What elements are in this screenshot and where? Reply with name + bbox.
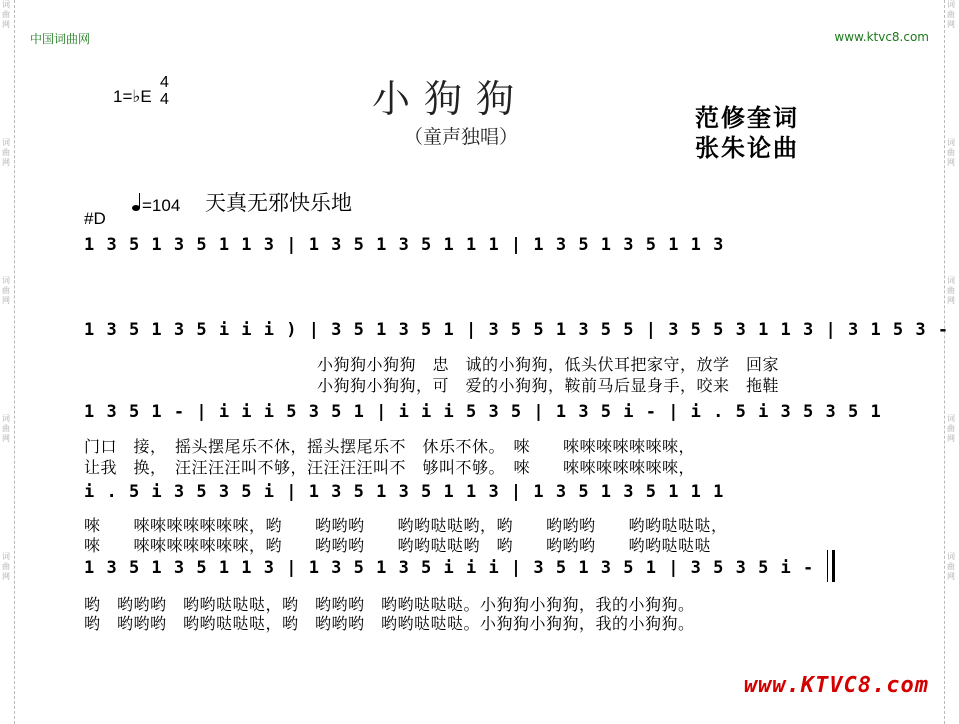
site-name-left: 中国词曲网 (30, 32, 91, 46)
staff-notes: i . 5 i 3 5 3 5 i | 1 3 5 1 3 5 1 1 3 | 1 3 5 1 3 5 1 1 1 (84, 482, 725, 502)
staff-notes: 1 3 5 1 - | i i i 5 3 5 1 | i i i 5 3 5 | 1 3 5 i - | i . 5 i 3 5 3 5 1 (84, 402, 882, 422)
lyricist-credit: 范修奎词 (695, 103, 799, 132)
site-url-right: www.ktvc8.com (834, 30, 929, 44)
site-logo: www.KTVC8.com (743, 673, 929, 698)
modulation-key: #D (84, 209, 106, 228)
tempo-marking: =104 (132, 196, 180, 216)
lyric-line: 哟 哟哟哟 哟哟哒哒哒，哟 哟哟哟 哟哟哒哒哒。小狗狗小狗狗，我的小狗狗。 (84, 595, 695, 614)
quarter-note-icon (132, 205, 140, 211)
left-margin-watermark: 词曲网 词曲网 词曲网 词曲网 词曲网 (0, 0, 15, 724)
staff-notes: 1 3 5 1 3 5 i i i ) | 3 5 1 3 5 1 | 3 5 5 1 3 5 5 | 3 5 5 3 1 1 3 | 3 1 5 3 - (84, 320, 950, 340)
final-barline-thick (832, 550, 835, 582)
expression-marking: 天真无邪快乐地 (205, 191, 352, 215)
song-title: 小狗狗 (372, 77, 529, 121)
lyric-line: 唻 唻唻唻唻唻唻唻，哟 哟哟哟 哟哟哒哒哟 哟 哟哟哟 哟哟哒哒哒 (84, 536, 712, 555)
staff-line-1 (84, 235, 896, 265)
song-subtitle: （童声独唱） (404, 126, 519, 148)
lyric-line: 哟 哟哟哟 哟哟哒哒哒，哟 哟哟哟 哟哟哒哒哒。小狗狗小狗狗，我的小狗狗。 (84, 614, 695, 633)
time-signature (160, 74, 169, 108)
composer-credit: 张朱论曲 (695, 133, 799, 162)
time-numerator: 4 (160, 74, 169, 91)
key-signature: 1=♭E (113, 87, 152, 106)
staff-line-3 (84, 402, 896, 432)
right-margin-watermark: 词曲网 词曲网 词曲网 词曲网 词曲网 (944, 0, 959, 724)
staff-notes: 1 3 5 1 3 5 1 1 3 | 1 3 5 1 3 5 i i i | 3 5 1 3 5 1 | 3 5 3 5 i - (84, 558, 815, 578)
staff-line-2 (84, 320, 950, 350)
staff-line-5 (84, 558, 822, 588)
lyric-line: 让我 换， 汪汪汪汪叫不够，汪汪汪汪叫不 够叫不够。 唻 唻唻唻唻唻唻唻， (84, 458, 696, 477)
time-denominator: 4 (160, 91, 169, 108)
lyric-line: 小狗狗小狗狗，可 爱的小狗狗，鞍前马后显身手，咬来 拖鞋 (317, 376, 780, 395)
staff-notes: 1 3 5 1 3 5 1 1 3 | 1 3 5 1 3 5 1 1 1 | 1 3 5 1 3 5 1 1 3 (84, 235, 725, 255)
final-barline-thin (827, 550, 828, 582)
lyric-line: 门口 接， 摇头摆尾乐不休，摇头摆尾乐不 休乐不休。 唻 唻唻唻唻唻唻唻， (84, 437, 696, 456)
lyric-line: 小狗狗小狗狗 忠 诚的小狗狗，低头伏耳把家守，放学 回家 (317, 355, 780, 374)
staff-line-4 (84, 482, 896, 512)
lyric-line: 唻 唻唻唻唻唻唻唻，哟 哟哟哟 哟哟哒哒哟，哟 哟哟哟 哟哟哒哒哒， (84, 516, 728, 535)
